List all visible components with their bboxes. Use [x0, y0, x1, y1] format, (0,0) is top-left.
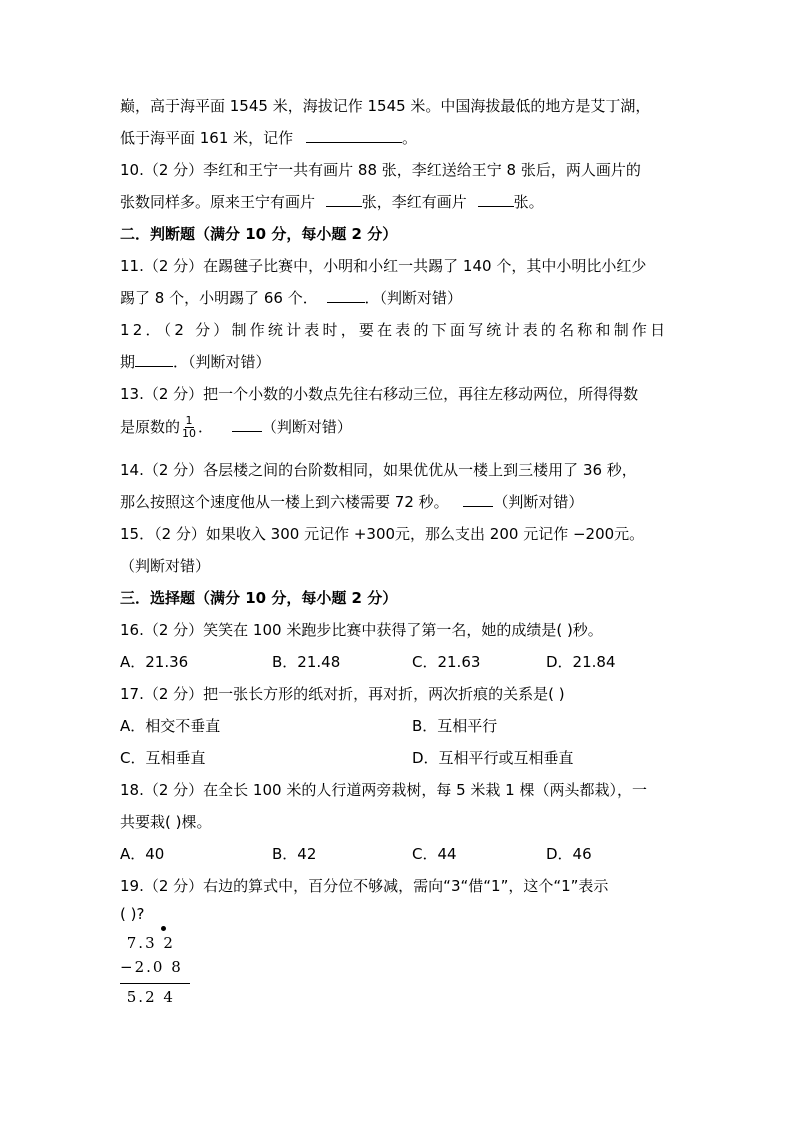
q13-line2 [120, 412, 352, 442]
q17-option-c[interactable]: C．互相垂直 [120, 749, 206, 767]
q11-text: 踢了 8 个，小明踢了 66 个． [120, 289, 318, 307]
q18-line2: 共要栽( )棵。 [120, 813, 212, 831]
q17-text: 17.（2 分）把一张长方形的纸对折，再对折，两次折痕的关系是( ) [120, 685, 565, 703]
q14-text: （判断对错） [493, 493, 584, 511]
q16-option-a[interactable]: A．21.36 [120, 653, 189, 671]
q10-line1: 10.（2 分）李红和王宁一共有画片 88 张，李红送给王宁 8 张后，两人画片的 [120, 161, 641, 179]
q11-line2 [120, 288, 462, 308]
answer-blank[interactable] [327, 288, 365, 303]
answer-blank[interactable] [306, 128, 402, 143]
q19-line1: 19.（2 分）右边的算式中，百分位不够减，需向“3“借“1”，这个“1”表示 [120, 877, 609, 895]
q17-option-b[interactable]: B．互相平行 [412, 717, 498, 735]
q18-option-d[interactable]: D．46 [546, 845, 592, 863]
q12-text: ．（判断对错） [173, 353, 271, 371]
q11-line1: 11.（2 分）在踢毽子比赛中，小明和小红一共踢了 140 个，其中小明比小红少 [120, 257, 647, 275]
answer-blank[interactable] [232, 417, 262, 432]
answer-blank[interactable] [463, 492, 493, 507]
calc-divider [120, 983, 190, 984]
q10-text: 张数同样多。原来王宁有画片 [120, 193, 316, 211]
q12-line1: 12．（2 分）制作统计表时，要在表的下面写统计表的名称和制作日 [120, 321, 669, 339]
q16-text: 16.（2 分）笑笑在 100 米跑步比赛中获得了第一名，她的成绩是( )秒。 [120, 621, 603, 639]
q10-text: 张。 [513, 193, 544, 211]
q16-option-b[interactable]: B．21.48 [272, 653, 341, 671]
q13-text: 是原数的 [120, 418, 181, 436]
q11-text: ．（判断对错） [364, 289, 463, 307]
q14-text: 那么按照这个速度他从一楼上到六楼需要 72 秒。 [120, 493, 449, 511]
q10-line2 [120, 192, 544, 212]
q13-line1: 13.（2 分）把一个小数的小数点先往右移动三位，再往左移动两位，所得得数 [120, 385, 639, 403]
answer-blank[interactable] [478, 192, 514, 207]
calc-subtrahend: −2.0 8 [120, 958, 183, 976]
fraction-denominator: 10 [182, 427, 197, 440]
q9-text-line1: 巅，高于海平面 1545 米，海拔记作 1545 米。中国海拔最低的地方是艾丁湖， [120, 97, 651, 115]
answer-blank[interactable] [326, 192, 362, 207]
q13-text: ． [198, 418, 214, 436]
q10-text: 张，李红有画片 [361, 193, 467, 211]
calc-minuend: 7.3 2 [120, 934, 175, 952]
section-3-title: 三．选择题（满分 10 分，每小题 2 分） [120, 589, 398, 607]
q13-text: （判断对错） [261, 418, 352, 436]
answer-blank[interactable] [135, 352, 173, 367]
q9-end: 。 [401, 129, 417, 147]
q19-line2: ( )? [120, 905, 145, 923]
q16-option-d[interactable]: D．21.84 [546, 653, 616, 671]
q14-line1: 14.（2 分）各层楼之间的台阶数相同，如果优优从一楼上到三楼用了 36 秒， [120, 461, 637, 479]
q9-text: 低于海平面 161 米，记作 [120, 129, 294, 147]
q16-option-c[interactable]: C．21.63 [412, 653, 481, 671]
q15-line1: 15．（2 分）如果收入 300 元记作 +300元，那么支出 200 元记作 −200元。 [120, 525, 645, 543]
q17-option-a[interactable]: A．相交不垂直 [120, 717, 221, 735]
q18-option-b[interactable]: B．42 [272, 845, 317, 863]
q18-option-c[interactable]: C．44 [412, 845, 457, 863]
q18-option-a[interactable]: A．40 [120, 845, 165, 863]
q12-line2 [120, 352, 271, 372]
q17-option-d[interactable]: D．互相平行或互相垂直 [412, 749, 574, 767]
section-2-title: 二．判断题（满分 10 分，每小题 2 分） [120, 225, 398, 243]
q15-line2: （判断对错） [120, 557, 211, 575]
vertical-subtraction [120, 922, 200, 1012]
fraction-one-tenth [182, 415, 196, 440]
q9-text-line2 [120, 128, 417, 148]
q12-text: 期 [120, 353, 136, 371]
q18-line1: 18.（2 分）在全长 100 米的人行道两旁栽树，每 5 米栽 1 棵（两头都栽），一 [120, 781, 647, 799]
q14-line2 [120, 492, 583, 512]
calc-result: 5.2 4 [120, 988, 175, 1006]
fraction-numerator: 1 [185, 414, 193, 427]
borrow-dot [161, 926, 166, 931]
